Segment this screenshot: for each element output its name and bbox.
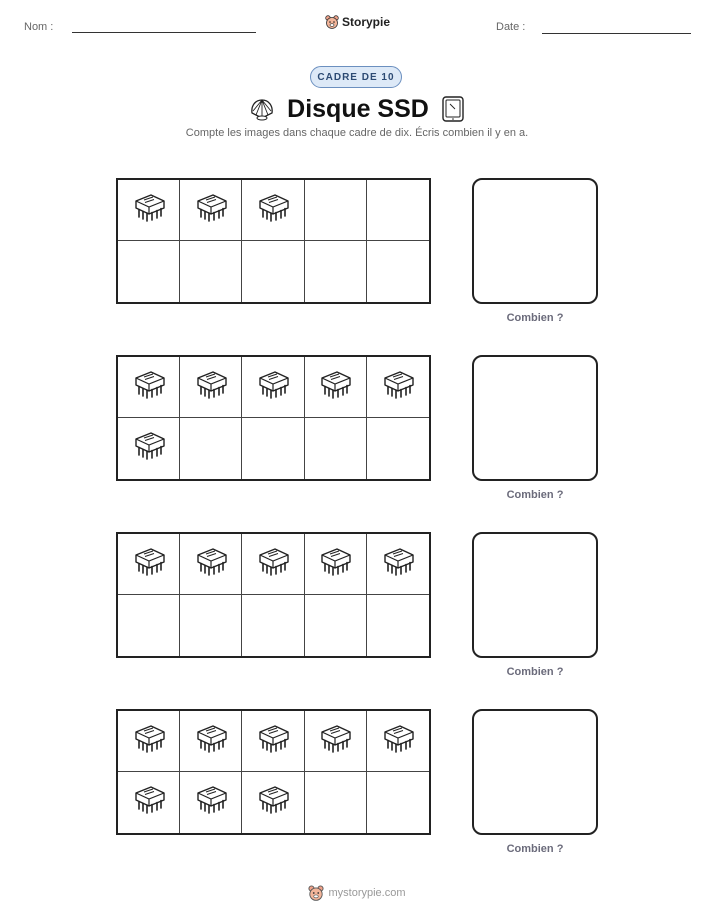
footer-url: mystorypie.com <box>328 887 406 899</box>
chip-icon <box>316 720 354 763</box>
frame-cell <box>367 595 429 656</box>
frame-cell <box>367 241 429 302</box>
category-badge: CADRE DE 10 <box>310 66 402 88</box>
frame-cell <box>242 772 304 833</box>
frame-cell <box>242 711 304 772</box>
frame-cell <box>367 534 429 595</box>
chip-icon <box>192 543 230 586</box>
frame-cell <box>242 418 304 479</box>
brand-logo <box>325 14 390 30</box>
frame-cell <box>305 772 367 833</box>
chip-icon <box>130 720 168 763</box>
chip-icon <box>192 366 230 409</box>
frame-cell <box>367 772 429 833</box>
footer <box>0 884 714 902</box>
frame-cell <box>180 711 242 772</box>
chip-icon <box>254 366 292 409</box>
answer-box[interactable] <box>472 532 598 658</box>
date-label: Date : <box>496 21 526 33</box>
frame-cell <box>305 241 367 302</box>
frame-cell <box>305 534 367 595</box>
tablet-icon <box>441 95 465 123</box>
chip-icon <box>316 543 354 586</box>
frame-cell <box>367 711 429 772</box>
chip-icon <box>379 543 417 586</box>
frame-cell <box>118 711 180 772</box>
chip-icon <box>130 366 168 409</box>
ten-frame <box>116 355 431 481</box>
chip-icon <box>254 189 292 232</box>
frame-cell <box>118 180 180 241</box>
frame-cell <box>242 357 304 418</box>
chip-icon <box>192 189 230 232</box>
frame-cell <box>180 534 242 595</box>
frame-cell <box>118 357 180 418</box>
chip-icon <box>379 366 417 409</box>
answer-label: Combien ? <box>506 489 564 501</box>
frame-cell <box>180 772 242 833</box>
frame-cell <box>118 418 180 479</box>
frame-cell <box>180 357 242 418</box>
shell-icon <box>249 96 275 122</box>
ten-frame <box>116 178 431 304</box>
frame-cell <box>367 357 429 418</box>
frame-cell <box>118 772 180 833</box>
chip-icon <box>130 427 168 470</box>
frame-cell <box>118 595 180 656</box>
answer-box[interactable] <box>472 709 598 835</box>
frame-cell <box>180 418 242 479</box>
frame-cell <box>118 534 180 595</box>
frame-cell <box>242 241 304 302</box>
ten-frame <box>116 709 431 835</box>
instructions: Compte les images dans chaque cadre de dix. Écris combien il y en a. <box>185 127 529 139</box>
chip-icon <box>254 543 292 586</box>
chip-icon <box>254 720 292 763</box>
chip-icon <box>316 366 354 409</box>
frame-cell <box>180 241 242 302</box>
brand-name: Storypie <box>342 15 391 29</box>
answer-box[interactable] <box>472 178 598 304</box>
bear-mascot-icon <box>325 14 339 30</box>
chip-icon <box>254 781 292 824</box>
answer-label: Combien ? <box>506 666 564 678</box>
name-line[interactable] <box>72 32 256 33</box>
chip-icon <box>192 720 230 763</box>
frame-cell <box>305 595 367 656</box>
frame-cell <box>180 180 242 241</box>
answer-box[interactable] <box>472 355 598 481</box>
frame-cell <box>242 595 304 656</box>
frame-cell <box>305 711 367 772</box>
frame-cell <box>180 595 242 656</box>
date-line[interactable] <box>542 33 691 34</box>
chip-icon <box>130 543 168 586</box>
chip-icon <box>130 781 168 824</box>
answer-label: Combien ? <box>506 843 564 855</box>
frame-cell <box>367 180 429 241</box>
ten-frame <box>116 532 431 658</box>
page-title: Disque SSD <box>287 94 429 123</box>
chip-icon <box>192 781 230 824</box>
frame-cell <box>367 418 429 479</box>
chip-icon <box>130 189 168 232</box>
title-row <box>0 89 714 129</box>
answer-label: Combien ? <box>506 312 564 324</box>
frame-cell <box>242 180 304 241</box>
bear-mascot-icon <box>308 884 324 902</box>
name-label: Nom : <box>24 21 54 33</box>
frame-cell <box>305 418 367 479</box>
chip-icon <box>379 720 417 763</box>
frame-cell <box>118 241 180 302</box>
frame-cell <box>242 534 304 595</box>
frame-cell <box>305 180 367 241</box>
frame-cell <box>305 357 367 418</box>
